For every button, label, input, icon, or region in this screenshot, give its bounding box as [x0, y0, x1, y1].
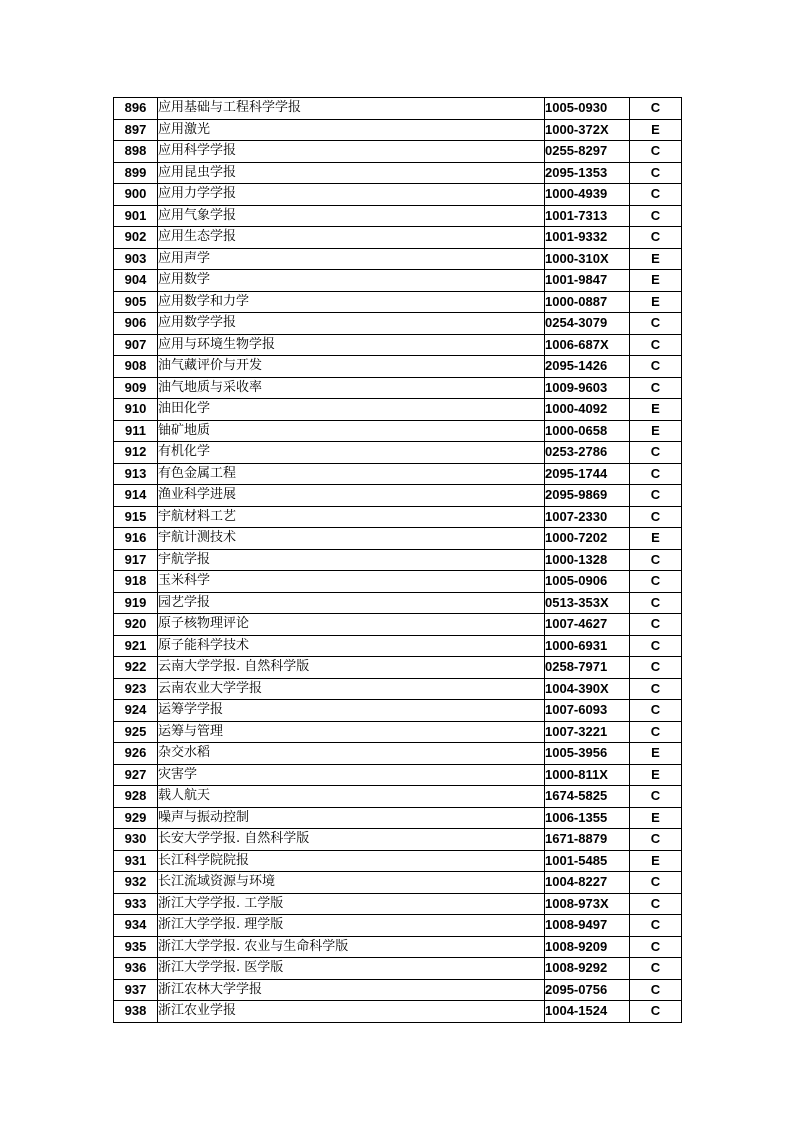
grade-label: C	[630, 958, 682, 980]
table-row	[114, 356, 682, 378]
row-number: 900	[114, 184, 158, 206]
journal-name: 玉米科学	[158, 571, 545, 593]
issn-code: 0254-3079	[545, 313, 630, 335]
issn-code: 1000-0887	[545, 291, 630, 313]
journal-name: 有机化学	[158, 442, 545, 464]
table-row	[114, 313, 682, 335]
row-number: 901	[114, 205, 158, 227]
table-row	[114, 893, 682, 915]
grade-label: C	[630, 377, 682, 399]
journal-name: 应用与环境生物学报	[158, 334, 545, 356]
issn-code: 1000-7202	[545, 528, 630, 550]
journal-name: 应用数学和力学	[158, 291, 545, 313]
journal-name: 应用数学	[158, 270, 545, 292]
journal-name: 宇航学报	[158, 549, 545, 571]
table-row	[114, 872, 682, 894]
grade-label: E	[630, 743, 682, 765]
journal-table-body	[114, 98, 682, 1023]
journal-name: 运筹学学报	[158, 700, 545, 722]
row-number: 919	[114, 592, 158, 614]
table-row	[114, 141, 682, 163]
journal-name: 灾害学	[158, 764, 545, 786]
grade-label: C	[630, 334, 682, 356]
journal-name: 浙江大学学报. 工学版	[158, 893, 545, 915]
grade-label: C	[630, 313, 682, 335]
grade-label: C	[630, 184, 682, 206]
grade-label: C	[630, 162, 682, 184]
row-number: 914	[114, 485, 158, 507]
grade-label: C	[630, 356, 682, 378]
row-number: 922	[114, 657, 158, 679]
row-number: 931	[114, 850, 158, 872]
issn-code: 1671-8879	[545, 829, 630, 851]
issn-code: 1001-9847	[545, 270, 630, 292]
issn-code: 0255-8297	[545, 141, 630, 163]
grade-label: C	[630, 141, 682, 163]
table-row	[114, 1001, 682, 1023]
row-number: 917	[114, 549, 158, 571]
row-number: 910	[114, 399, 158, 421]
grade-label: E	[630, 807, 682, 829]
journal-name: 浙江农林大学学报	[158, 979, 545, 1001]
issn-code: 1008-9497	[545, 915, 630, 937]
issn-code: 1000-0658	[545, 420, 630, 442]
journal-name: 铀矿地质	[158, 420, 545, 442]
table-row	[114, 98, 682, 120]
grade-label: E	[630, 850, 682, 872]
journal-name: 浙江大学学报. 农业与生命科学版	[158, 936, 545, 958]
journal-name: 宇航材料工艺	[158, 506, 545, 528]
row-number: 938	[114, 1001, 158, 1023]
row-number: 918	[114, 571, 158, 593]
table-row	[114, 592, 682, 614]
table-row	[114, 979, 682, 1001]
journal-name: 应用生态学报	[158, 227, 545, 249]
journal-name: 噪声与振动控制	[158, 807, 545, 829]
journal-name: 应用科学学报	[158, 141, 545, 163]
table-row	[114, 571, 682, 593]
row-number: 898	[114, 141, 158, 163]
grade-label: C	[630, 549, 682, 571]
row-number: 929	[114, 807, 158, 829]
table-row	[114, 635, 682, 657]
journal-name: 有色金属工程	[158, 463, 545, 485]
row-number: 927	[114, 764, 158, 786]
row-number: 937	[114, 979, 158, 1001]
grade-label: C	[630, 700, 682, 722]
row-number: 933	[114, 893, 158, 915]
issn-code: 1000-4939	[545, 184, 630, 206]
table-row	[114, 485, 682, 507]
journal-name: 应用昆虫学报	[158, 162, 545, 184]
issn-code: 1001-5485	[545, 850, 630, 872]
table-row	[114, 657, 682, 679]
row-number: 911	[114, 420, 158, 442]
issn-code: 1000-811X	[545, 764, 630, 786]
table-row	[114, 786, 682, 808]
row-number: 924	[114, 700, 158, 722]
row-number: 905	[114, 291, 158, 313]
row-number: 920	[114, 614, 158, 636]
table-row	[114, 958, 682, 980]
row-number: 926	[114, 743, 158, 765]
table-row	[114, 764, 682, 786]
row-number: 913	[114, 463, 158, 485]
row-number: 907	[114, 334, 158, 356]
grade-label: E	[630, 270, 682, 292]
journal-name: 运筹与管理	[158, 721, 545, 743]
grade-label: C	[630, 98, 682, 120]
journal-name: 应用基础与工程科学学报	[158, 98, 545, 120]
journal-name: 油田化学	[158, 399, 545, 421]
row-number: 904	[114, 270, 158, 292]
issn-code: 0513-353X	[545, 592, 630, 614]
issn-code: 2095-0756	[545, 979, 630, 1001]
issn-code: 1004-390X	[545, 678, 630, 700]
row-number: 903	[114, 248, 158, 270]
issn-code: 2095-1426	[545, 356, 630, 378]
journal-name: 油气藏评价与开发	[158, 356, 545, 378]
row-number: 897	[114, 119, 158, 141]
issn-code: 2095-1744	[545, 463, 630, 485]
grade-label: C	[630, 614, 682, 636]
issn-code: 1000-6931	[545, 635, 630, 657]
table-row	[114, 227, 682, 249]
journal-name: 杂交水稻	[158, 743, 545, 765]
journal-name: 长安大学学报. 自然科学版	[158, 829, 545, 851]
journal-name: 原子能科学技术	[158, 635, 545, 657]
issn-code: 1000-372X	[545, 119, 630, 141]
issn-code: 1007-6093	[545, 700, 630, 722]
table-row	[114, 678, 682, 700]
table-row	[114, 743, 682, 765]
issn-code: 1007-2330	[545, 506, 630, 528]
journal-name: 长江科学院院报	[158, 850, 545, 872]
table-row	[114, 420, 682, 442]
issn-code: 0253-2786	[545, 442, 630, 464]
row-number: 935	[114, 936, 158, 958]
table-row	[114, 850, 682, 872]
row-number: 936	[114, 958, 158, 980]
grade-label: C	[630, 893, 682, 915]
grade-label: C	[630, 506, 682, 528]
issn-code: 1006-687X	[545, 334, 630, 356]
journal-name: 浙江大学学报. 理学版	[158, 915, 545, 937]
row-number: 921	[114, 635, 158, 657]
issn-code: 1004-8227	[545, 872, 630, 894]
grade-label: C	[630, 205, 682, 227]
issn-code: 2095-1353	[545, 162, 630, 184]
issn-code: 1000-1328	[545, 549, 630, 571]
table-row	[114, 162, 682, 184]
row-number: 925	[114, 721, 158, 743]
grade-label: E	[630, 399, 682, 421]
row-number: 909	[114, 377, 158, 399]
table-row	[114, 506, 682, 528]
issn-code: 1000-310X	[545, 248, 630, 270]
table-row	[114, 807, 682, 829]
row-number: 928	[114, 786, 158, 808]
journal-name: 应用数学学报	[158, 313, 545, 335]
issn-code: 1006-1355	[545, 807, 630, 829]
journal-table	[113, 97, 682, 1023]
table-row	[114, 614, 682, 636]
row-number: 896	[114, 98, 158, 120]
table-row	[114, 399, 682, 421]
issn-code: 1007-4627	[545, 614, 630, 636]
grade-label: C	[630, 1001, 682, 1023]
table-row	[114, 270, 682, 292]
table-row	[114, 205, 682, 227]
journal-name: 载人航天	[158, 786, 545, 808]
journal-name: 应用激光	[158, 119, 545, 141]
row-number: 912	[114, 442, 158, 464]
issn-code: 1000-4092	[545, 399, 630, 421]
grade-label: E	[630, 528, 682, 550]
grade-label: C	[630, 485, 682, 507]
issn-code: 1008-9209	[545, 936, 630, 958]
table-row	[114, 248, 682, 270]
grade-label: C	[630, 592, 682, 614]
issn-code: 1005-0930	[545, 98, 630, 120]
grade-label: C	[630, 872, 682, 894]
journal-name: 渔业科学进展	[158, 485, 545, 507]
grade-label: C	[630, 657, 682, 679]
table-row	[114, 721, 682, 743]
grade-label: E	[630, 764, 682, 786]
row-number: 902	[114, 227, 158, 249]
issn-code: 1008-973X	[545, 893, 630, 915]
issn-code: 1009-9603	[545, 377, 630, 399]
journal-name: 长江流域资源与环境	[158, 872, 545, 894]
journal-name: 宇航计测技术	[158, 528, 545, 550]
grade-label: C	[630, 571, 682, 593]
journal-name: 浙江大学学报. 医学版	[158, 958, 545, 980]
table-row	[114, 915, 682, 937]
grade-label: E	[630, 291, 682, 313]
grade-label: C	[630, 678, 682, 700]
row-number: 915	[114, 506, 158, 528]
issn-code: 1007-3221	[545, 721, 630, 743]
grade-label: E	[630, 119, 682, 141]
grade-label: C	[630, 979, 682, 1001]
issn-code: 1005-0906	[545, 571, 630, 593]
row-number: 930	[114, 829, 158, 851]
issn-code: 1008-9292	[545, 958, 630, 980]
table-row	[114, 463, 682, 485]
row-number: 934	[114, 915, 158, 937]
row-number: 932	[114, 872, 158, 894]
grade-label: E	[630, 248, 682, 270]
table-row	[114, 442, 682, 464]
row-number: 916	[114, 528, 158, 550]
grade-label: C	[630, 936, 682, 958]
grade-label: C	[630, 721, 682, 743]
grade-label: C	[630, 915, 682, 937]
table-row	[114, 936, 682, 958]
row-number: 923	[114, 678, 158, 700]
journal-name: 云南农业大学学报	[158, 678, 545, 700]
grade-label: C	[630, 829, 682, 851]
table-row	[114, 377, 682, 399]
row-number: 906	[114, 313, 158, 335]
grade-label: C	[630, 635, 682, 657]
journal-name: 云南大学学报. 自然科学版	[158, 657, 545, 679]
issn-code: 0258-7971	[545, 657, 630, 679]
grade-label: C	[630, 227, 682, 249]
row-number: 899	[114, 162, 158, 184]
table-row	[114, 119, 682, 141]
table-row	[114, 291, 682, 313]
journal-name: 应用力学学报	[158, 184, 545, 206]
journal-name: 浙江农业学报	[158, 1001, 545, 1023]
table-row	[114, 700, 682, 722]
table-row	[114, 528, 682, 550]
issn-code: 1674-5825	[545, 786, 630, 808]
row-number: 908	[114, 356, 158, 378]
table-row	[114, 334, 682, 356]
issn-code: 2095-9869	[545, 485, 630, 507]
table-row	[114, 184, 682, 206]
grade-label: E	[630, 420, 682, 442]
journal-name: 应用气象学报	[158, 205, 545, 227]
grade-label: C	[630, 442, 682, 464]
issn-code: 1001-7313	[545, 205, 630, 227]
journal-name: 园艺学报	[158, 592, 545, 614]
journal-name: 原子核物理评论	[158, 614, 545, 636]
issn-code: 1005-3956	[545, 743, 630, 765]
issn-code: 1004-1524	[545, 1001, 630, 1023]
journal-name: 应用声学	[158, 248, 545, 270]
grade-label: C	[630, 786, 682, 808]
grade-label: C	[630, 463, 682, 485]
journal-name: 油气地质与采收率	[158, 377, 545, 399]
table-row	[114, 549, 682, 571]
table-row	[114, 829, 682, 851]
issn-code: 1001-9332	[545, 227, 630, 249]
